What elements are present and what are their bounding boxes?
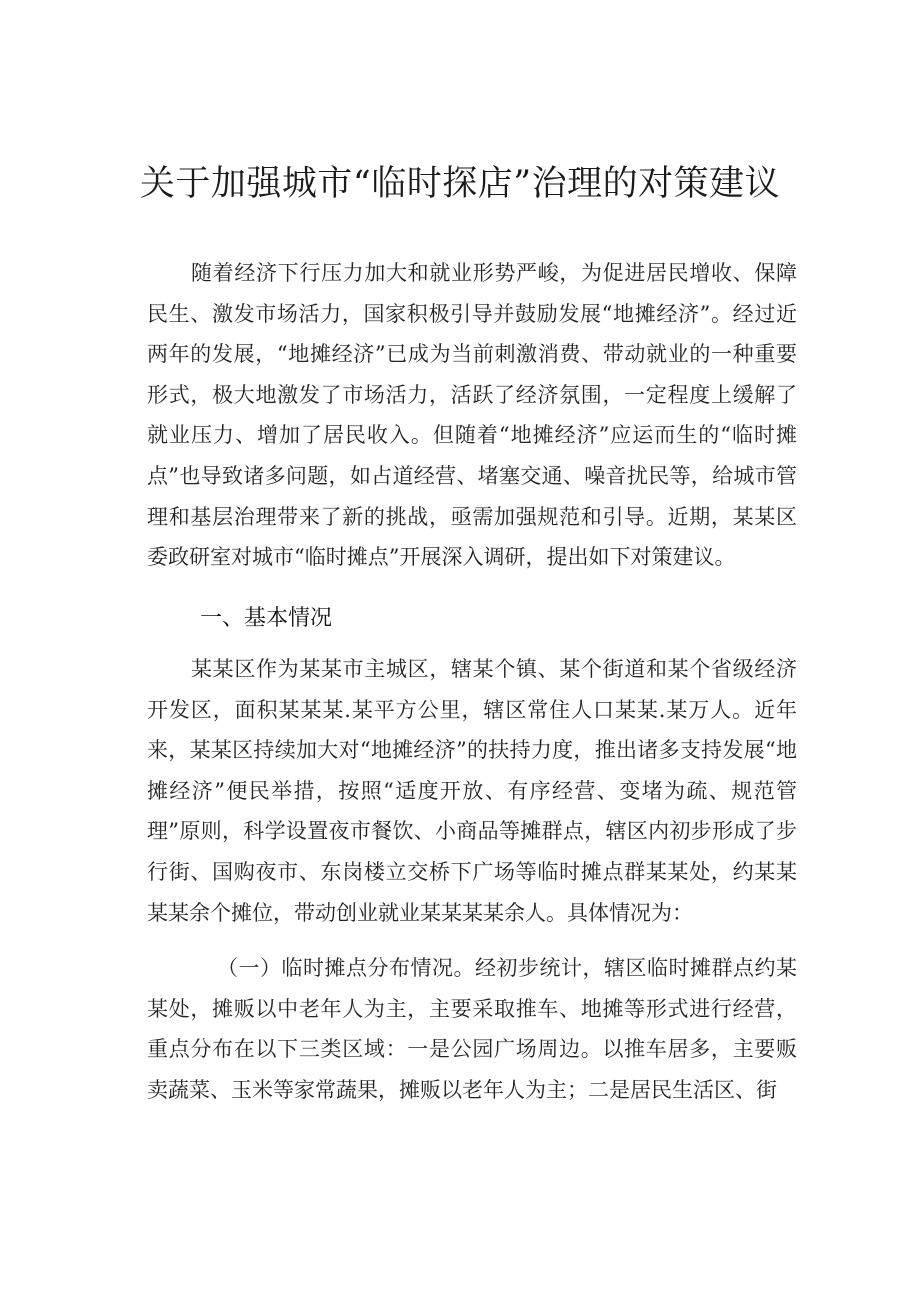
- intro-paragraph: 随着经济下行压力加大和就业形势严峻，为促进居民增收、保障民生、激发市场活力，国家积极引导并鼓励发展“地摊经济”。经过近两年的发展，“地摊经济”已成为当前刺激消费、带动就业的一种重要形式，极大地激发了市场活力，活跃了经济氛围，一定程度上缓解了就业压力、增加了居民收入。但随着“地摊经济”应运而生的“临时摊点”也导致诸多问题，如占道经营、堵塞交通、噪音扰民等，给城市管理和基层治理带来了新的挑战，亟需加强规范和引导。近期，某某区委政研室对城市“临时摊点”开展深入调研，提出如下对策建议。: [147, 261, 797, 570]
- stall-distribution-paragraph: （一）临时摊点分布情况。经初步统计，辖区临时摊群点约某某处，摊贩以中老年人为主，主要采取推车、地摊等形式进行经营，重点分布在以下三类区域：一是公园广场周边。以推车居多，主要贩卖蔬菜、玉米等家常蔬果，摊贩以老年人为主；二是居民生活区、街: [147, 956, 797, 1102]
- section-heading-basic-situation: 一、基本情况: [200, 606, 333, 631]
- document-title: 关于加强城市“临时探店”治理的对策建议: [139, 164, 781, 204]
- basic-situation-paragraph: 某某区作为某某市主城区，辖某个镇、某个街道和某个省级经济开发区，面积某某某.某平方公里，辖区常住人口某某.某万人。近年来，某某区持续加大对“地摊经济”的扶持力度，推出诸多支持发展“地摊经济”便民举措，按照“适度开放、有序经营、变堵为疏、规范管理”原则，科学设置夜市餐饮、小商品等摊群点，辖区内初步形成了步行街、国购夜市、东岗楼立交桥下广场等临时摊点群某某处，约某某某某余个摊位，带动创业就业某某某某余人。具体情况为：: [147, 657, 797, 925]
